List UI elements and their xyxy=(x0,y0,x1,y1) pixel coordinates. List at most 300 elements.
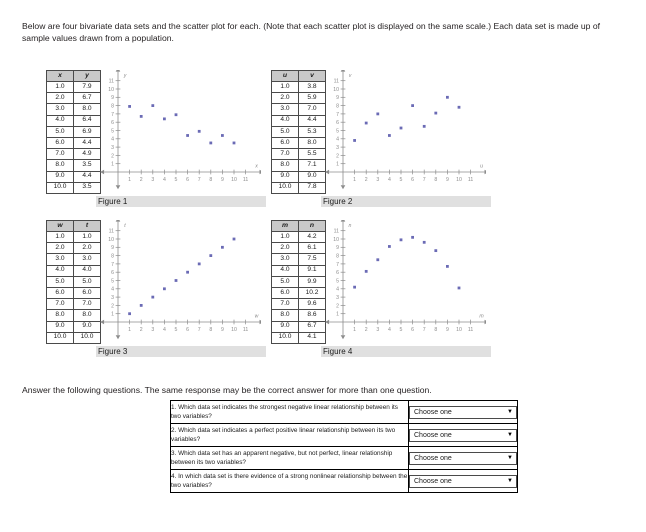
data-table-3 xyxy=(46,220,101,344)
svg-text:5: 5 xyxy=(111,278,114,285)
cell-m: 3.0 xyxy=(272,254,299,265)
answer-dropdown-3[interactable] xyxy=(409,452,517,465)
svg-text:9: 9 xyxy=(445,327,449,333)
chevron-down-icon: ▼ xyxy=(507,455,513,461)
column-header-x: x xyxy=(47,71,74,82)
column-header-n: n xyxy=(299,221,326,232)
cell-w: 6.0 xyxy=(47,287,74,298)
table-body xyxy=(47,232,101,344)
svg-text:2: 2 xyxy=(111,303,114,310)
cell-y: 4.4 xyxy=(74,137,101,148)
svg-text:5: 5 xyxy=(111,128,114,135)
svg-text:9: 9 xyxy=(111,245,114,252)
svg-text:9: 9 xyxy=(111,95,114,102)
svg-text:7: 7 xyxy=(197,327,201,333)
table-row xyxy=(272,137,326,148)
data-point xyxy=(140,115,143,118)
svg-text:3: 3 xyxy=(111,145,114,151)
svg-text:8: 8 xyxy=(434,327,438,333)
data-point xyxy=(233,142,236,145)
scatter-plot-2 xyxy=(321,70,486,196)
svg-text:2: 2 xyxy=(364,327,368,333)
chevron-down-icon: ▼ xyxy=(507,432,513,438)
cell-x: 4.0 xyxy=(47,115,74,126)
svg-text:8: 8 xyxy=(336,103,339,110)
svg-text:5: 5 xyxy=(336,278,339,285)
svg-text:8: 8 xyxy=(209,177,213,183)
table-row xyxy=(272,332,326,343)
svg-text:9: 9 xyxy=(220,327,224,333)
data-table-2 xyxy=(271,70,326,194)
table-body xyxy=(272,82,326,194)
cell-m: 2.0 xyxy=(272,243,299,254)
answer-dropdown-label-1: Choose one xyxy=(414,408,452,416)
cell-v: 3.8 xyxy=(299,82,326,93)
cell-m: 6.0 xyxy=(272,287,299,298)
column-header-v: v xyxy=(299,71,326,82)
svg-text:6: 6 xyxy=(111,270,114,277)
svg-text:3: 3 xyxy=(151,177,155,183)
svg-text:10: 10 xyxy=(108,86,114,93)
svg-text:2: 2 xyxy=(336,153,339,160)
data-point xyxy=(151,296,154,299)
table-row xyxy=(272,82,326,93)
svg-text:10: 10 xyxy=(456,177,462,183)
cell-n: 9.1 xyxy=(299,265,326,276)
svg-text:1: 1 xyxy=(111,311,114,318)
data-table-4 xyxy=(271,220,326,344)
cell-u: 1.0 xyxy=(272,82,299,93)
cell-w: 7.0 xyxy=(47,299,74,310)
answer-dropdown-label-4: Choose one xyxy=(414,477,452,485)
table-row xyxy=(272,254,326,265)
svg-text:10: 10 xyxy=(333,86,339,93)
answer-cell-4 xyxy=(409,470,518,493)
data-point xyxy=(175,279,178,282)
data-point xyxy=(128,105,131,108)
cell-x: 5.0 xyxy=(47,126,74,137)
svg-text:2: 2 xyxy=(336,303,339,310)
cell-y: 4.9 xyxy=(74,149,101,160)
cell-n: 4.1 xyxy=(299,332,326,343)
cell-y: 3.5 xyxy=(74,160,101,171)
table-row xyxy=(47,126,101,137)
svg-text:6: 6 xyxy=(336,120,339,127)
cell-u: 2.0 xyxy=(272,93,299,104)
column-header-u: u xyxy=(272,71,299,82)
table-row xyxy=(272,310,326,321)
svg-text:3: 3 xyxy=(376,177,380,183)
data-point xyxy=(434,112,437,115)
svg-text:6: 6 xyxy=(411,177,415,183)
scatter-plot-1 xyxy=(96,70,261,196)
answer-dropdown-4[interactable] xyxy=(409,475,517,488)
cell-v: 7.8 xyxy=(299,182,326,193)
svg-text:4: 4 xyxy=(111,286,114,293)
cell-t: 7.0 xyxy=(74,299,101,310)
cell-t: 5.0 xyxy=(74,276,101,287)
table-row xyxy=(272,115,326,126)
svg-text:7: 7 xyxy=(422,327,426,333)
answer-cell-3 xyxy=(409,447,518,470)
cell-w: 2.0 xyxy=(47,243,74,254)
data-point xyxy=(221,134,224,137)
svg-text:10: 10 xyxy=(108,236,114,243)
svg-text:7: 7 xyxy=(197,177,201,183)
svg-text:4: 4 xyxy=(162,177,166,183)
data-point xyxy=(365,122,368,125)
svg-text:8: 8 xyxy=(111,253,114,260)
cell-u: 4.0 xyxy=(272,115,299,126)
cell-n: 4.2 xyxy=(299,232,326,243)
svg-text:1: 1 xyxy=(128,177,132,183)
data-point xyxy=(175,113,178,116)
data-point xyxy=(128,312,131,315)
cell-x: 2.0 xyxy=(47,93,74,104)
cell-v: 7.1 xyxy=(299,160,326,171)
cell-m: 1.0 xyxy=(272,232,299,243)
cell-t: 2.0 xyxy=(74,243,101,254)
data-point xyxy=(388,134,391,137)
data-point xyxy=(365,270,368,273)
svg-text:3: 3 xyxy=(336,145,339,151)
question-text-4: 4. In which data set is there evidence of a strong nonlinear relationship between the two variables? xyxy=(171,470,409,493)
cell-u: 7.0 xyxy=(272,149,299,160)
svg-text:4: 4 xyxy=(162,327,166,333)
svg-text:4: 4 xyxy=(387,177,391,183)
table-row xyxy=(47,137,101,148)
question-row-2 xyxy=(171,424,518,447)
cell-x: 7.0 xyxy=(47,149,74,160)
data-point xyxy=(198,263,201,266)
svg-text:9: 9 xyxy=(336,95,339,102)
svg-text:1: 1 xyxy=(336,161,339,168)
table-row xyxy=(47,182,101,193)
column-header-t: t xyxy=(74,221,101,232)
svg-text:11: 11 xyxy=(467,177,474,183)
table-row xyxy=(47,93,101,104)
scatter-plot-3 xyxy=(96,220,261,346)
data-point xyxy=(198,130,201,133)
column-header-y: y xyxy=(74,71,101,82)
svg-text:5: 5 xyxy=(399,327,403,333)
column-header-w: w xyxy=(47,221,74,232)
table-row xyxy=(272,243,326,254)
svg-text:4: 4 xyxy=(387,327,391,333)
cell-n: 8.6 xyxy=(299,310,326,321)
cell-v: 7.0 xyxy=(299,104,326,115)
table-row xyxy=(272,126,326,137)
table-header-row xyxy=(272,71,326,82)
svg-text:1: 1 xyxy=(111,161,114,168)
svg-text:y: y xyxy=(123,73,127,80)
svg-text:6: 6 xyxy=(186,177,190,183)
table-row xyxy=(47,254,101,265)
svg-text:7: 7 xyxy=(336,111,339,118)
answer-dropdown-label-3: Choose one xyxy=(414,454,452,462)
dataset-panel-2 xyxy=(271,70,549,218)
svg-text:5: 5 xyxy=(174,177,178,183)
table-row xyxy=(47,299,101,310)
figure-caption-2: Figure 2 xyxy=(321,196,491,207)
cell-x: 8.0 xyxy=(47,160,74,171)
cell-m: 7.0 xyxy=(272,299,299,310)
cell-m: 4.0 xyxy=(272,265,299,276)
answer-instructions: Answer the following questions. The same response may be the correct answer for more than one question. xyxy=(22,385,432,395)
question-text-1: 1. Which data set indicates the strongest negative linear relationship between its two variables? xyxy=(171,401,409,424)
cell-n: 9.9 xyxy=(299,276,326,287)
svg-text:w: w xyxy=(254,313,259,320)
table-row xyxy=(272,160,326,171)
svg-text:5: 5 xyxy=(174,327,178,333)
svg-text:10: 10 xyxy=(456,327,462,333)
cell-y: 6.9 xyxy=(74,126,101,137)
svg-text:4: 4 xyxy=(111,136,114,143)
svg-text:1: 1 xyxy=(336,311,339,318)
scatter-plot-4 xyxy=(321,220,486,346)
cell-u: 8.0 xyxy=(272,160,299,171)
cell-v: 4.4 xyxy=(299,115,326,126)
svg-text:7: 7 xyxy=(422,177,426,183)
svg-text:2: 2 xyxy=(139,177,143,183)
table-row xyxy=(47,149,101,160)
svg-text:3: 3 xyxy=(336,295,339,301)
chevron-down-icon: ▼ xyxy=(507,478,513,484)
data-point xyxy=(423,241,426,244)
svg-text:6: 6 xyxy=(186,327,190,333)
svg-text:2: 2 xyxy=(364,177,368,183)
svg-text:v: v xyxy=(348,73,352,80)
svg-text:n: n xyxy=(348,223,352,230)
data-point xyxy=(400,127,403,130)
data-point xyxy=(221,246,224,249)
cell-t: 10.0 xyxy=(74,332,101,343)
data-point xyxy=(209,254,212,257)
svg-text:8: 8 xyxy=(111,103,114,110)
data-point xyxy=(423,125,426,128)
table-header-row xyxy=(47,221,101,232)
cell-y: 6.4 xyxy=(74,115,101,126)
cell-u: 10.0 xyxy=(272,182,299,193)
svg-text:9: 9 xyxy=(220,177,224,183)
svg-text:11: 11 xyxy=(108,78,114,85)
cell-x: 10.0 xyxy=(47,182,74,193)
data-point xyxy=(186,271,189,274)
svg-text:7: 7 xyxy=(336,261,339,268)
data-point xyxy=(186,134,189,137)
table-row xyxy=(272,171,326,182)
cell-w: 9.0 xyxy=(47,321,74,332)
svg-text:8: 8 xyxy=(434,177,438,183)
cell-m: 10.0 xyxy=(272,332,299,343)
question-text-3: 3. Which data set has an apparent negative, but not perfect, linear relationship between its two variables? xyxy=(171,447,409,470)
data-point xyxy=(140,304,143,307)
svg-text:6: 6 xyxy=(411,327,415,333)
answer-cell-2 xyxy=(409,424,518,447)
table-row xyxy=(47,310,101,321)
cell-v: 5.9 xyxy=(299,93,326,104)
svg-text:10: 10 xyxy=(231,177,237,183)
svg-text:1: 1 xyxy=(353,327,357,333)
svg-text:8: 8 xyxy=(336,253,339,260)
answer-dropdown-2[interactable] xyxy=(409,429,517,442)
table-row xyxy=(47,104,101,115)
table-body xyxy=(47,82,101,194)
cell-y: 3.5 xyxy=(74,182,101,193)
svg-text:11: 11 xyxy=(333,78,339,85)
cell-y: 8.0 xyxy=(74,104,101,115)
svg-text:m: m xyxy=(479,313,484,320)
table-row xyxy=(272,287,326,298)
svg-text:4: 4 xyxy=(336,286,339,293)
table-row xyxy=(47,171,101,182)
svg-text:x: x xyxy=(255,163,258,170)
column-header-m: m xyxy=(272,221,299,232)
table-row xyxy=(272,265,326,276)
question-row-1 xyxy=(171,401,518,424)
cell-v: 5.3 xyxy=(299,126,326,137)
table-header-row xyxy=(47,71,101,82)
figure-caption-4: Figure 4 xyxy=(321,346,491,357)
svg-text:3: 3 xyxy=(111,295,114,301)
data-point xyxy=(400,238,403,241)
cell-m: 8.0 xyxy=(272,310,299,321)
data-table-1 xyxy=(46,70,101,194)
table-header-row xyxy=(272,221,326,232)
svg-text:5: 5 xyxy=(399,177,403,183)
data-point xyxy=(353,286,356,289)
cell-n: 6.1 xyxy=(299,243,326,254)
question-row-3 xyxy=(171,447,518,470)
cell-x: 1.0 xyxy=(47,82,74,93)
answer-dropdown-label-2: Choose one xyxy=(414,431,452,439)
cell-y: 4.4 xyxy=(74,171,101,182)
svg-text:6: 6 xyxy=(111,120,114,127)
cell-v: 9.0 xyxy=(299,171,326,182)
cell-t: 6.0 xyxy=(74,287,101,298)
cell-n: 9.6 xyxy=(299,299,326,310)
cell-n: 10.2 xyxy=(299,287,326,298)
intro-paragraph: Below are four bivariate data sets and the scatter plot for each. (Note that each scatter plot is displayed on the same scale.) Each data set is made up of sample values drawn from a population. xyxy=(22,21,601,44)
svg-text:9: 9 xyxy=(336,245,339,252)
cell-u: 6.0 xyxy=(272,137,299,148)
data-point xyxy=(376,113,379,116)
table-body xyxy=(272,232,326,344)
cell-w: 5.0 xyxy=(47,276,74,287)
cell-t: 3.0 xyxy=(74,254,101,265)
data-point xyxy=(388,245,391,248)
data-point xyxy=(209,142,212,145)
cell-y: 6.7 xyxy=(74,93,101,104)
cell-n: 6.7 xyxy=(299,321,326,332)
svg-text:1: 1 xyxy=(128,327,132,333)
svg-text:2: 2 xyxy=(111,153,114,160)
cell-w: 8.0 xyxy=(47,310,74,321)
table-row xyxy=(272,232,326,243)
table-row xyxy=(47,332,101,343)
question-text-2: 2. Which data set indicates a perfect positive linear relationship between its two variables? xyxy=(171,424,409,447)
svg-text:8: 8 xyxy=(209,327,213,333)
cell-y: 7.9 xyxy=(74,82,101,93)
table-row xyxy=(47,265,101,276)
svg-text:7: 7 xyxy=(111,111,114,118)
table-row xyxy=(47,287,101,298)
cell-w: 4.0 xyxy=(47,265,74,276)
svg-text:11: 11 xyxy=(467,327,474,333)
question-row-4 xyxy=(171,470,518,493)
svg-text:9: 9 xyxy=(445,177,449,183)
table-row xyxy=(272,299,326,310)
questions-table xyxy=(170,400,518,493)
table-row xyxy=(47,82,101,93)
svg-text:11: 11 xyxy=(242,177,249,183)
svg-text:11: 11 xyxy=(333,228,339,235)
table-row xyxy=(47,115,101,126)
cell-w: 10.0 xyxy=(47,332,74,343)
cell-x: 3.0 xyxy=(47,104,74,115)
cell-x: 6.0 xyxy=(47,137,74,148)
table-row xyxy=(47,321,101,332)
svg-text:3: 3 xyxy=(151,327,155,333)
table-row xyxy=(47,243,101,254)
svg-text:11: 11 xyxy=(108,228,114,235)
cell-m: 9.0 xyxy=(272,321,299,332)
cell-x: 9.0 xyxy=(47,171,74,182)
table-row xyxy=(47,232,101,243)
data-point xyxy=(446,96,449,99)
svg-text:10: 10 xyxy=(333,236,339,243)
data-point xyxy=(163,117,166,120)
svg-text:1: 1 xyxy=(353,177,357,183)
svg-text:10: 10 xyxy=(231,327,237,333)
cell-v: 5.5 xyxy=(299,149,326,160)
svg-text:2: 2 xyxy=(139,327,143,333)
svg-text:5: 5 xyxy=(336,128,339,135)
table-row xyxy=(272,149,326,160)
chevron-down-icon: ▼ xyxy=(507,409,513,415)
data-point xyxy=(411,236,414,239)
answer-dropdown-1[interactable] xyxy=(409,406,517,419)
cell-t: 1.0 xyxy=(74,232,101,243)
cell-m: 5.0 xyxy=(272,276,299,287)
figure-caption-3: Figure 3 xyxy=(96,346,266,357)
data-point xyxy=(446,265,449,268)
cell-w: 3.0 xyxy=(47,254,74,265)
table-row xyxy=(272,182,326,193)
cell-u: 5.0 xyxy=(272,126,299,137)
table-row xyxy=(272,321,326,332)
cell-u: 9.0 xyxy=(272,171,299,182)
data-point xyxy=(376,258,379,261)
data-point xyxy=(233,238,236,241)
data-point xyxy=(458,287,461,290)
svg-text:6: 6 xyxy=(336,270,339,277)
dataset-panel-4 xyxy=(271,220,549,368)
svg-text:t: t xyxy=(124,223,126,230)
svg-text:u: u xyxy=(480,163,483,170)
answer-cell-1 xyxy=(409,401,518,424)
data-point xyxy=(411,104,414,107)
cell-v: 8.0 xyxy=(299,137,326,148)
cell-t: 8.0 xyxy=(74,310,101,321)
table-row xyxy=(272,276,326,287)
data-point xyxy=(434,249,437,252)
cell-n: 7.5 xyxy=(299,254,326,265)
svg-text:4: 4 xyxy=(336,136,339,143)
table-row xyxy=(47,276,101,287)
table-row xyxy=(47,160,101,171)
data-point xyxy=(353,139,356,142)
